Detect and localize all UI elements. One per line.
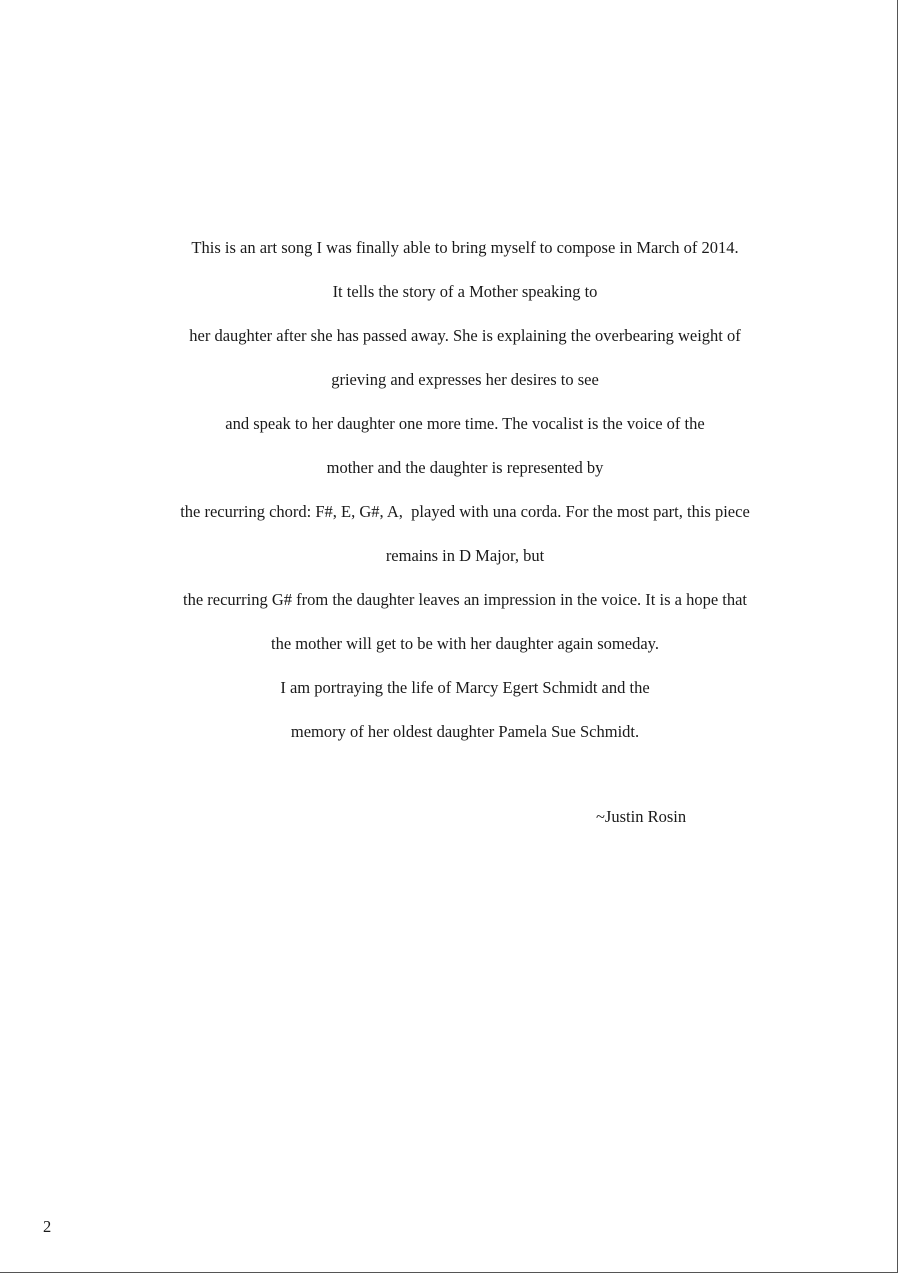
text-line: I am portraying the life of Marcy Egert Schmidt and the bbox=[280, 678, 650, 697]
text-line: her daughter after she has passed away. She is explaining the overbearing weight of bbox=[189, 326, 741, 345]
text-line: memory of her oldest daughter Pamela Sue Schmidt. bbox=[290, 722, 640, 741]
program-note bbox=[0, 232, 900, 760]
text-line: the recurring G# from the daughter leaves an impression in the voice. It is a hope that bbox=[182, 590, 748, 609]
text-line: the mother will get to be with her daughter again someday. bbox=[271, 634, 659, 653]
text-line: the recurring chord: F#, E, G#, A, played with una corda. For the most part, this piece bbox=[180, 502, 750, 521]
text-line: It tells the story of a Mother speaking to bbox=[332, 282, 598, 301]
author-signature: ~Justin Rosin bbox=[596, 807, 687, 826]
text-line: and speak to her daughter one more time. The vocalist is the voice of the bbox=[225, 414, 705, 433]
text-line: grieving and expresses her desires to see bbox=[331, 370, 599, 389]
page-number: 2 bbox=[43, 1217, 52, 1236]
text-line: mother and the daughter is represented by bbox=[326, 458, 604, 477]
text-line: This is an art song I was finally able to bring myself to compose in March of 2014. bbox=[191, 238, 739, 257]
text-line: remains in D Major, but bbox=[385, 546, 545, 565]
